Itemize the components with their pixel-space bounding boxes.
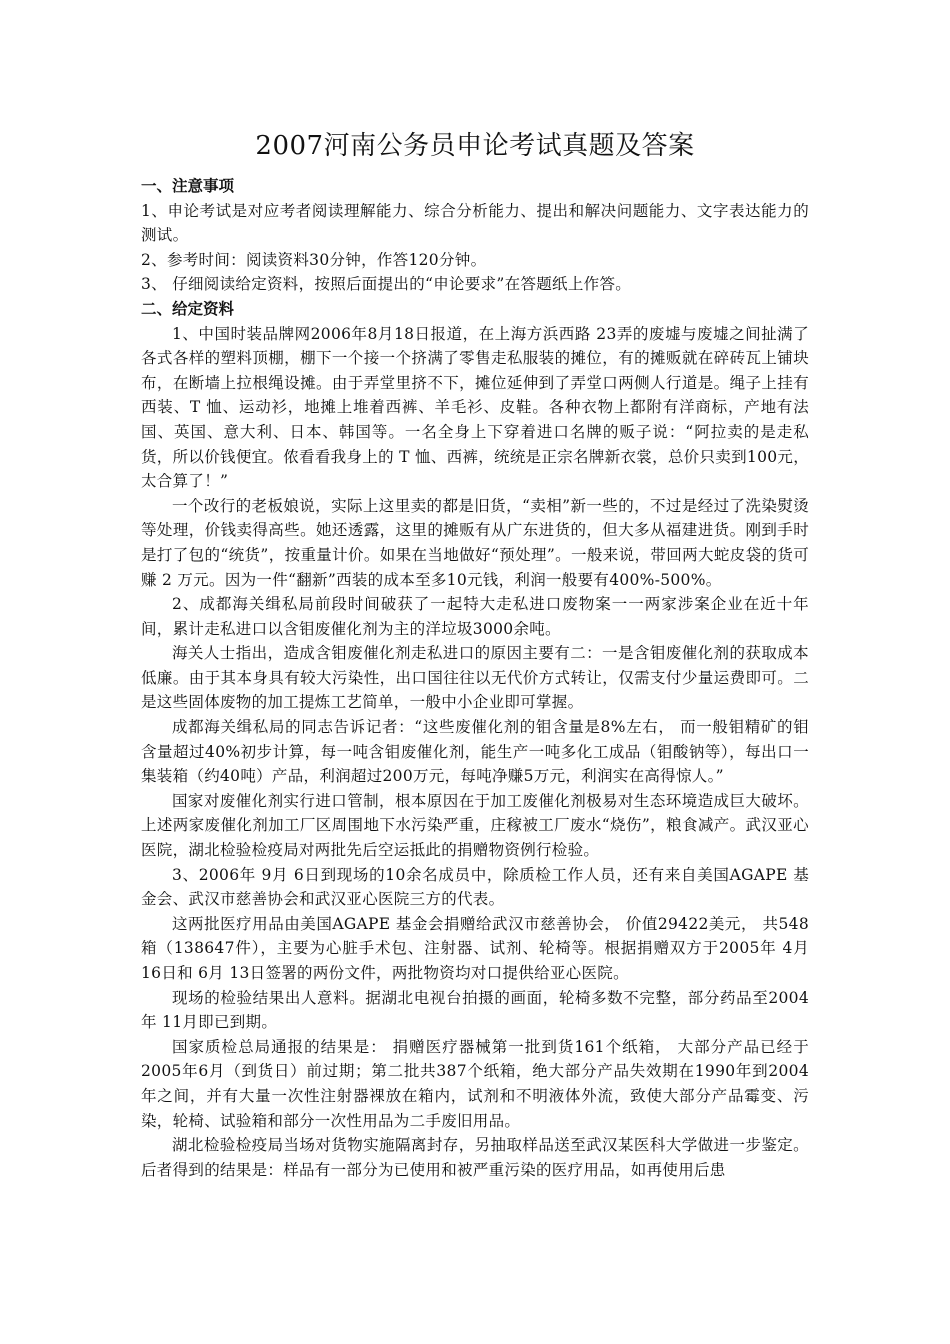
material-paragraph-11: 湖北检验检疫局当场对货物实施隔离封存，另抽取样品送至武汉某医科大学做进一步鉴定。后者得到的结果是：样品有一部分为已使用和被严重污染的医疗用品，如再使用后患 [141,1136,809,1179]
material-paragraph-4: 海关人士指出，造成含钼废催化剂走私进口的原因主要有二：一是含钼废催化剂的获取成本低廉。由于其本身具有较大污染性，出口国往往以无代价方式转让，仅需支付少量运费即可。二是这些固体废物的加工提炼工艺简单，一般中小企业即可掌握。 [141,644,809,712]
material-paragraph-8: 这两批医疗用品由美国AGAPE 基金会捐赠给武汉市慈善协会， 价值29422美元， 共548箱（138647件），主要为心脏手术包、注射器、试剂、轮椅等。根据捐赠双方于2005年 4月 16日和 6月 13日签署的两份文件，两批物资均对口提供给亚心医院。 [141,914,809,982]
material-paragraph-3: 2、成都海关缉私局前段时间破获了一起特大走私进口废物案一一两家涉案企业在近十年间，累计走私进口以含钼废催化剂为主的洋垃圾3000余吨。 [141,595,809,638]
section-heading-notes: 一、注意事项 [141,176,235,195]
document-page [141,126,809,1182]
material-paragraph-6: 国家对废催化剂实行进口管制，根本原因在于加工废催化剂极易对生态环境造成巨大破坏。上述两家废催化剂加工厂区周围地下水污染严重，庄稼被工厂废水“烧伤”，粮食减产。武汉亚心医院，湖北检验检疫局对两批先后空运抵此的捐赠物资例行检验。 [141,791,809,860]
material-paragraph-5: 成都海关缉私局的同志告诉记者：“这些废催化剂的钼含量是8%左右， 而一般钼精矿的钼含量超过40%初步计算，每一吨含钼废催化剂，能生产一吨多化工成品（钼酸钠等），每出口一集装箱（约40吨）产品，利润超过200万元，每吨净赚5万元，利润实在高得惊人。” [141,718,809,786]
material-paragraph-10: 国家质检总局通报的结果是： 捐赠医疗器械第一批到货161个纸箱， 大部分产品已经于2005年6月（到货日）前过期；第二批共387个纸箱，绝大部分产品失效期在1990年到2004年之间，并有大量一次性注射器裸放在箱内，试剂和不明液体外流，致使大部分产品霉变、污染，轮椅、试验箱和部分一次性用品为二手废旧用品。 [141,1037,809,1130]
material-paragraph-9: 现场的检验结果出人意料。据湖北电视台拍摄的画面，轮椅多数不完整，部分药品至2004年 11月即已到期。 [141,988,809,1032]
material-paragraph-7: 3、2006年 9月 6日到现场的10余名成员中，除质检工作人员，还有来自美国AGAPE 基金会、武汉市慈善协会和武汉亚心医院三方的代表。 [141,865,809,909]
material-paragraph-1: 1、中国时装品牌网2006年8月18日报道，在上海方浜西路 23弄的废墟与废墟之间扯满了各式各样的塑料顶棚，棚下一个接一个挤满了零售走私服装的摊位，有的摊贩就在碎砖瓦上铺块布，在断墙上拉根绳设摊。由于弄堂里挤不下，摊位延伸到了弄堂口两侧人行道是。绳子上挂有西装、T 恤、运动衫，地摊上堆着西裤、羊毛衫、皮鞋。各种衣物上都附有洋商标，产地有法国、英国、意大利、日本、韩国等。一名全身上下穿着进口名牌的贩子说：“阿拉卖的是走私货，所以价钱便宜。侬看看我身上的 T 恤、西裤，统统是正宗名牌新衣裳，总价只卖到100元，太合算了！” [141,324,809,491]
material-paragraph-2: 一个改行的老板娘说，实际上这里卖的都是旧货，“卖相”新一些的，不过是经过了洗染熨烫等处理，价钱卖得高些。她还透露，这里的摊贩有从广东进货的，但大多从福建进货。刚到手时是打了包的“统货”，按重量计价。如果在当地做好“预处理”。一般来说，带回两大蛇皮袋的货可赚 2 万元。因为一件“翻新”西装的成本至多10元钱，利润一般要有400%-500%。 [141,496,809,589]
notes-item-3: 3、 仔细阅读给定资料，按照后面提出的“申论要求”在答题纸上作答。 [141,275,632,294]
section-heading-materials: 二、给定资料 [141,298,235,318]
notes-item-2: 2、参考时间：阅读资料30分钟，作答120分钟。 [141,250,487,269]
notes-item-1: 1、申论考试是对应考者阅读理解能力、综合分析能力、提出和解决问题能力、文字表达能力的测试。 [141,201,809,245]
document-title: 2007河南公务员申论考试真题及答案 [255,131,695,161]
